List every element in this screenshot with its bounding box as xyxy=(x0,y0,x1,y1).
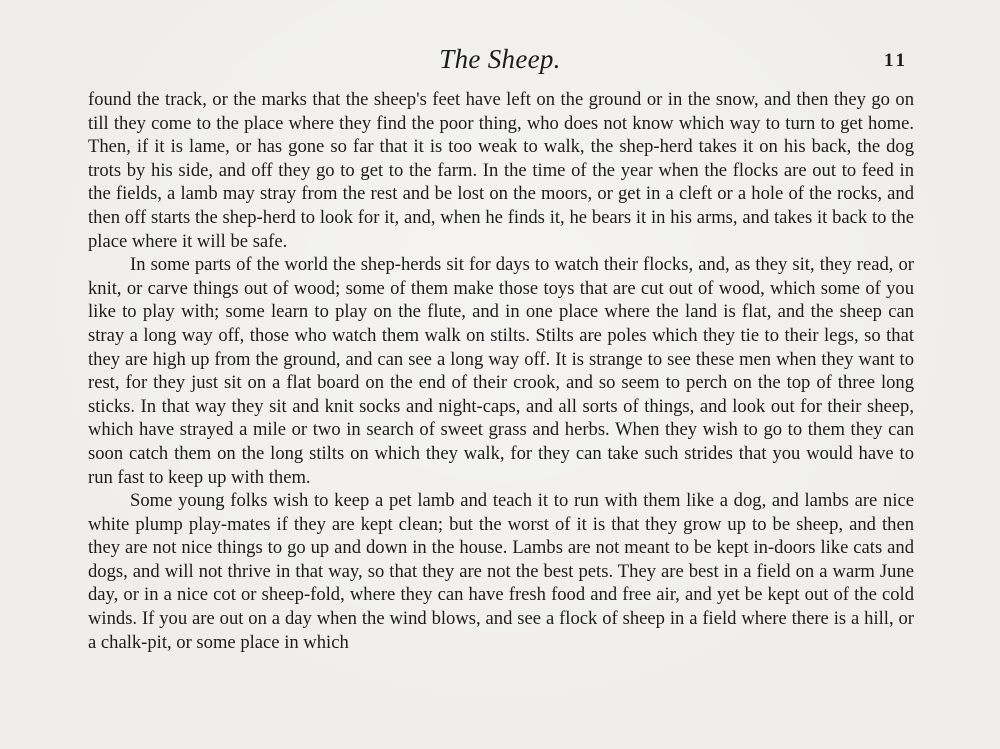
running-title: The Sheep. xyxy=(439,44,561,74)
paragraph-shepherds-stilts: In some parts of the world the shep-herds sit for days to watch their flocks, and, as they sit, they read, or knit, or carve things out of wood; some of them make those toys that are cut out of wood, which some of you like to play with; some learn to play on the flute, and in one place where the land is flat, and the sheep can stray a long way off, those who watch them walk on stilts. Stilts are poles which they tie to their legs, so that they are high up from the ground, and can see a long way off. It is strange to see these men when they want to rest, for they just sit on a flat board on the end of their crook, and so seem to perch on the top of three long sticks. In that way they sit and knit socks and night-caps, and all sorts of things, and look out for their sheep, which have strayed a mile or two in search of sweet grass and herbs. When they wish to go to them they can soon catch them on the long stilts on which they walk, for they can take such strides that you would have to run fast to keep up with them. xyxy=(88,254,914,488)
body-text xyxy=(88,88,914,654)
paragraph-continued: found the track, or the marks that the sheep's feet have left on the ground or in the snow, and then they go on till they come to the place where they find the poor thing, who does not know which way to turn to get home. Then, if it is lame, or has gone so far that it is too weak to walk, the shep-herd takes it on his back, the dog trots by his side, and off they go to get to the farm. In the time of the year when the flocks are out to feed in the fields, a lamb may stray from the rest and be lost on the moors, or get in a cleft or a hole of the rocks, and then off starts the shep-herd to look for it, and, when he finds it, he bears it in his arms, and takes it back to the place where it will be safe. xyxy=(88,89,914,252)
paragraph-pet-lamb: Some young folks wish to keep a pet lamb and teach it to run with them like a dog, and lambs are nice white plump play-mates if they are kept clean; but the worst of it is that they grow up to be sheep, and then they are not nice things to go up and down in the house. Lambs are not meant to be kept in-doors like cats and dogs, and will not thrive in that way, so that they are not the best pets. They are best in a field on a warm June day, or in a nice cot or sheep-fold, where they can have fresh food and free air, and yet be kept out of the cold winds. If you are out on a day when the wind blows, and see a flock of sheep in a field where there is a hill, or a chalk-pit, or some place in which xyxy=(88,490,914,653)
page-number: 11 xyxy=(884,50,908,71)
